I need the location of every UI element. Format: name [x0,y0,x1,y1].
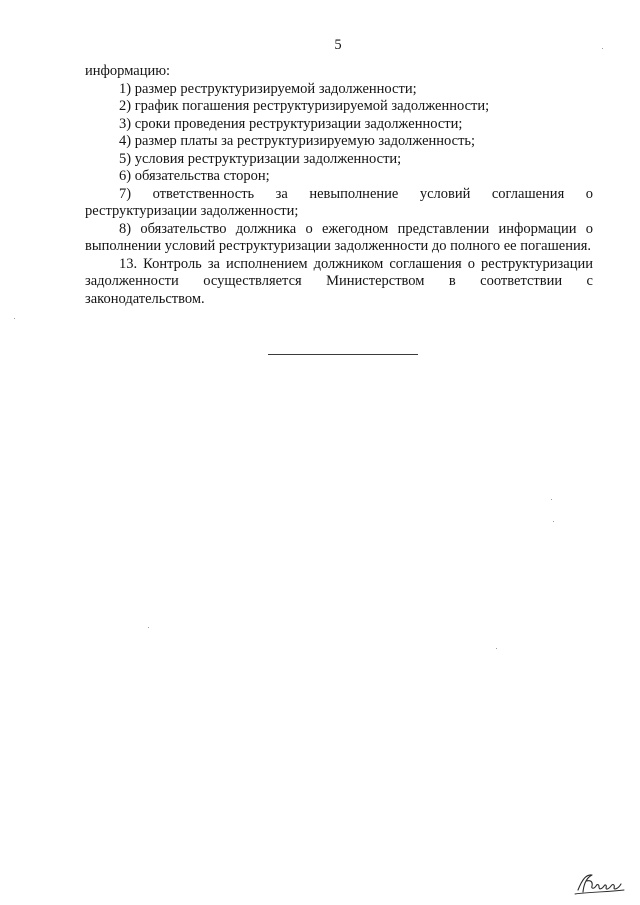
list-item-4: 4) размер платы за реструктуризируемую задолженность; [119,133,476,149]
end-divider-line [268,354,418,355]
scan-speck [14,318,15,319]
list-item-6: 6) обязательства сторон; [119,168,270,184]
document-body [85,63,593,308]
scan-speck [602,48,603,49]
list-item-7: 7) ответственность за невыполнение условий соглашения о реструктуризации задолженности; [85,185,593,219]
list-item-5: 5) условия реструктуризации задолженности; [119,150,402,167]
scan-speck [496,648,497,649]
list-item-8: 8) обязательство должника о ежегодном представлении информации о выполнении условий реструктуризации задолженности до полного ее погашения. [85,220,593,254]
list-item-1: 1) размер реструктуризируемой задолженности; [119,80,417,97]
page-number: 5 [334,37,342,53]
list-item-3: 3) сроки проведения реструктуризации задолженности; [119,115,463,132]
scan-speck [551,499,552,500]
signature-mark [572,868,628,898]
scan-speck [553,521,554,522]
clause-13: 13. Контроль за исполнением должником соглашения о реструктуризации задолженности осуществляется Министерством в соответствии с законодательством. [85,255,593,307]
scan-speck [148,627,149,628]
list-item-2: 2) график погашения реструктуризируемой задолженности; [119,98,490,114]
lead-text: информацию: [85,63,171,79]
